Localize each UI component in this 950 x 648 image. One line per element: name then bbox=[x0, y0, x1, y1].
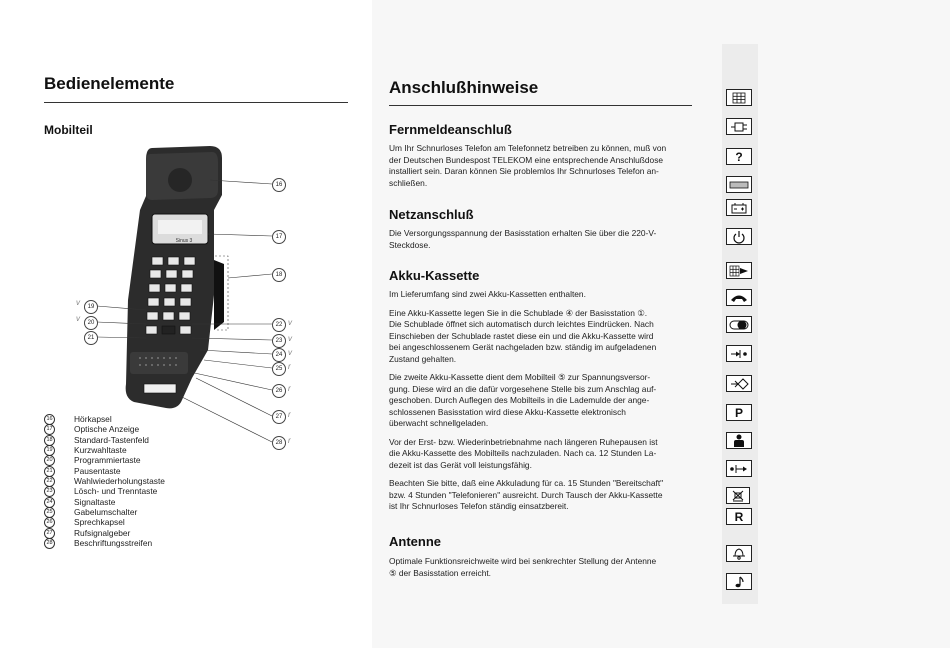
body-line: gung. Diese wird an die dafür vorgesehene Stelle bis zum Anschlag auf- bbox=[389, 383, 657, 394]
legend-label: Lösch- und Trenntaste bbox=[74, 486, 158, 497]
legend-item bbox=[44, 466, 244, 476]
tick-mark-19: v bbox=[76, 298, 80, 307]
callout-16: 16 bbox=[272, 178, 286, 192]
legend-item bbox=[44, 414, 244, 424]
legend-number: 23 bbox=[44, 486, 55, 497]
pause-p-icon bbox=[726, 404, 752, 421]
legend-number: 18 bbox=[44, 435, 55, 446]
handset-illustration bbox=[0, 0, 372, 460]
body-line: Die Schublade öffnet sich automatisch durch leichtes Eindrücken. Nach bbox=[389, 319, 654, 329]
arrow-dot-icon bbox=[726, 345, 752, 362]
legend-number: 25 bbox=[44, 507, 55, 518]
legend-number: 20 bbox=[44, 455, 55, 466]
section-body-netz bbox=[389, 228, 699, 251]
callout-23: 23 bbox=[272, 334, 286, 348]
legend-label: Signaltaste bbox=[74, 496, 116, 507]
question-icon bbox=[726, 148, 752, 165]
legend-item bbox=[44, 497, 244, 507]
legend-number: 24 bbox=[44, 497, 55, 508]
body-line: Einschieben der Schublade rastet diese ein und die Akku-Kassette wird bbox=[389, 330, 654, 341]
callout-28: 28 bbox=[272, 436, 286, 450]
legend-label: Gabelumschalter bbox=[74, 507, 138, 518]
callout-21: 21 bbox=[84, 331, 98, 345]
tick-mark-27: r bbox=[288, 410, 291, 419]
legend-label: Hörkapsel bbox=[74, 414, 112, 424]
legend-item bbox=[44, 445, 244, 455]
section-body-fernmelde bbox=[389, 143, 699, 189]
redial-r-icon bbox=[726, 508, 752, 525]
body-line: Eine Akku-Kassette legen Sie in die Schublade ④ der Basisstation ①. bbox=[389, 307, 648, 318]
section-heading-fernmelde: Fernmeldeanschluß bbox=[389, 122, 512, 137]
legend-label: Rufsignalgeber bbox=[74, 527, 131, 538]
body-line: geschoben. Durch Auflegen des Mobilteils in die Lademulde der ange- bbox=[389, 395, 650, 405]
legend-label: Kurzwahltaste bbox=[74, 445, 127, 456]
legend-item bbox=[44, 435, 244, 445]
power-icon bbox=[726, 228, 752, 245]
legend-item bbox=[44, 455, 244, 465]
legend-label: Standard-Tastenfeld bbox=[74, 434, 149, 445]
body-line: schließen. bbox=[389, 177, 428, 188]
left-page bbox=[0, 0, 372, 648]
body-line: Beachten Sie bitte, daß eine Akkuladung für ca. 15 Stunden "Bereitschaft" bbox=[389, 478, 664, 488]
legend-label: Optische Anzeige bbox=[74, 424, 140, 435]
legend-number: 17 bbox=[44, 424, 55, 435]
legend-item bbox=[44, 424, 244, 434]
keypad-arrow-icon bbox=[726, 262, 752, 279]
cross-box-icon bbox=[726, 487, 750, 504]
right-page-title: Anschlußhinweise bbox=[389, 78, 539, 97]
legend-item bbox=[44, 476, 244, 486]
body-line: bei angeschlossenem Gerät nachgeladen bzw. ständig im aufgeladenen bbox=[389, 342, 657, 352]
legend-number: 22 bbox=[44, 476, 55, 487]
pause-p-glyph: P bbox=[734, 405, 743, 420]
legend-number: 16 bbox=[44, 414, 55, 425]
legend-item bbox=[44, 528, 244, 538]
callout-19: 19 bbox=[84, 300, 98, 314]
body-line: der Deutschen Bundespost TELEKOM eine entsprechende Anschlußdose bbox=[389, 154, 664, 165]
legend-label: Sprechkapsel bbox=[74, 517, 125, 528]
body-line: bzw. 4 Stunden "Telefonieren" ausreicht. Durch Tausch der Akku-Kassette bbox=[389, 489, 663, 500]
section-body-antenne bbox=[389, 556, 699, 579]
legend-list bbox=[44, 414, 244, 548]
callout-18: 18 bbox=[272, 268, 286, 282]
legend-item bbox=[44, 507, 244, 517]
body-line: ⑤ der Basisstation erreicht. bbox=[389, 567, 492, 578]
callout-20: 20 bbox=[84, 316, 98, 330]
tick-mark-28: r bbox=[288, 436, 291, 445]
tick-mark-20: v bbox=[76, 314, 80, 323]
body-line: Um Ihr Schnurloses Telefon am Telefonnetz betreiben zu können, muß von bbox=[389, 143, 667, 153]
tick-mark-23: v bbox=[288, 334, 292, 343]
callout-22: 22 bbox=[272, 318, 286, 332]
body-line: Die Versorgungsspannung der Basisstation erhalten Sie über die 220-V- bbox=[389, 228, 657, 238]
arrow-diamond-icon bbox=[726, 375, 752, 392]
keypad-grid-icon bbox=[726, 89, 752, 106]
display-strip-icon bbox=[726, 176, 752, 193]
body-line: Im Lieferumfang sind zwei Akku-Kassetten enthalten. bbox=[389, 289, 586, 299]
body-line: die Akku-Kassette des Mobilteils nachzuladen. Nach ca. 12 Stunden La- bbox=[389, 448, 657, 458]
battery-icon bbox=[726, 199, 752, 216]
tick-mark-25: r bbox=[288, 362, 291, 371]
tick-mark-26: r bbox=[288, 384, 291, 393]
music-note-icon bbox=[726, 573, 752, 590]
question-glyph: ? bbox=[735, 149, 743, 164]
body-line: Vor der Erst- bzw. Wiederinbetriebnahme nach längeren Ruhepausen ist bbox=[389, 436, 658, 447]
legend-number: 26 bbox=[44, 517, 55, 528]
legend-item bbox=[44, 538, 244, 548]
legend-label: Programmiertaste bbox=[74, 455, 141, 466]
handset-icon bbox=[726, 289, 752, 306]
body-line: schlossenen Basisstation wird diese Akku-Kassette elektronisch bbox=[389, 406, 626, 417]
bell-icon bbox=[726, 545, 752, 562]
legend-label: Beschriftungsstreifen bbox=[74, 538, 153, 549]
section-heading-netz: Netzanschluß bbox=[389, 207, 474, 222]
dot-arrow-icon bbox=[726, 460, 752, 477]
redial-r-glyph: R bbox=[734, 509, 744, 524]
body-line: ist Ihr Schnurloses Telefon ständig einsatzbereit. bbox=[389, 501, 569, 511]
body-line: überwacht schnellgeladen. bbox=[389, 418, 489, 428]
callout-17: 17 bbox=[272, 230, 286, 244]
tick-mark-22: v bbox=[288, 318, 292, 327]
legend-label: Wahlwiederholungstaste bbox=[74, 476, 165, 487]
body-line: Die zweite Akku-Kassette dient dem Mobilteil ⑤ zur Spannungsversor- bbox=[389, 372, 651, 382]
legend-number: 27 bbox=[44, 528, 55, 539]
legend-label: Pausentaste bbox=[74, 465, 121, 476]
left-page-title: Bedienelemente bbox=[44, 74, 175, 93]
legend-number: 21 bbox=[44, 466, 55, 477]
legend-number: 19 bbox=[44, 445, 55, 456]
tick-mark-24: v bbox=[288, 348, 292, 357]
section-body-akku bbox=[389, 289, 701, 513]
callout-26: 26 bbox=[272, 384, 286, 398]
body-line: Optimale Funktionsreichweite wird bei senkrechter Stellung der Antenne bbox=[389, 556, 657, 566]
legend-item bbox=[44, 486, 244, 496]
body-line: dezeit ist das Gerät voll leistungsfähig. bbox=[389, 459, 532, 470]
phone-display-text: Sinus 3 bbox=[175, 238, 193, 244]
body-line: installiert sein. Daran können Sie problemlos Ihr Schnurloses Telefon an- bbox=[389, 166, 659, 176]
left-page-subtitle: Mobilteil bbox=[44, 123, 93, 137]
toggle-icon bbox=[726, 316, 752, 333]
section-heading-akku: Akku-Kassette bbox=[389, 268, 480, 283]
legend-number: 28 bbox=[44, 538, 55, 549]
body-line: Steckdose. bbox=[389, 239, 431, 250]
callout-27: 27 bbox=[272, 410, 286, 424]
legend-item bbox=[44, 517, 244, 527]
plug-icon bbox=[726, 118, 752, 135]
callout-24: 24 bbox=[272, 348, 286, 362]
person-icon bbox=[726, 432, 752, 449]
body-line: Zustand gehalten. bbox=[389, 353, 457, 364]
right-title-rule bbox=[389, 105, 692, 106]
callout-25: 25 bbox=[272, 362, 286, 376]
section-heading-antenne: Antenne bbox=[389, 534, 441, 549]
